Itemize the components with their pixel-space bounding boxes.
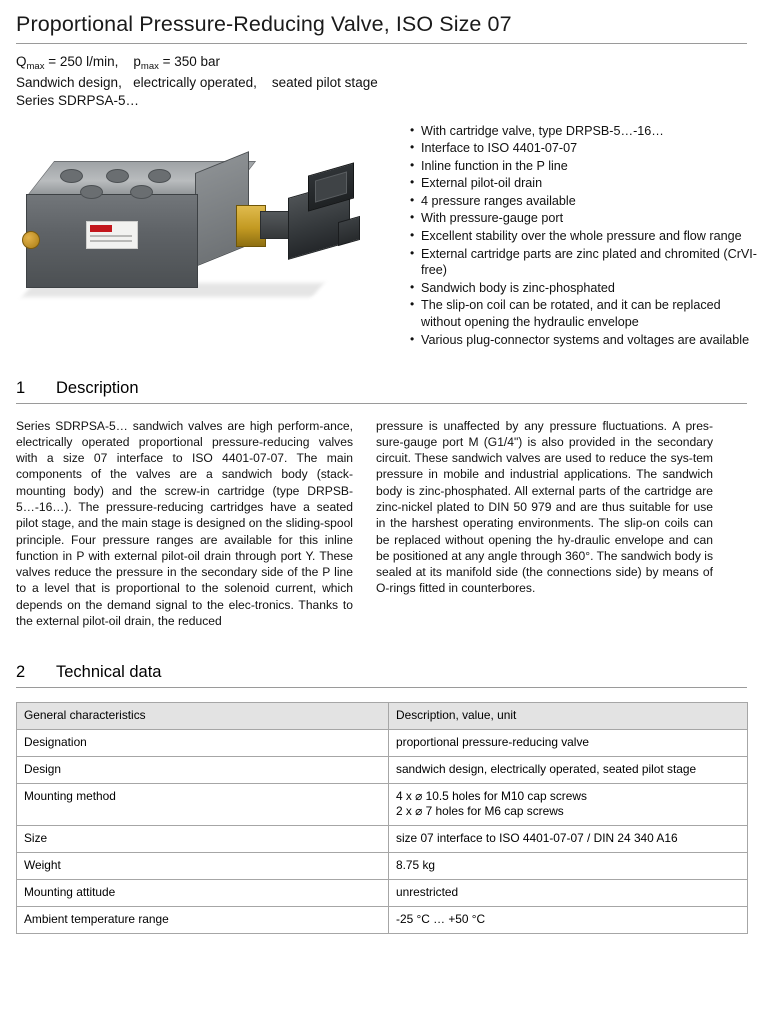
section-heading-description: [16, 379, 747, 398]
page-title: Proportional Pressure-Reducing Valve, ISO Size 07: [16, 12, 512, 36]
cell-value: [389, 784, 748, 826]
list-item: • With pressure-gauge port: [410, 210, 762, 227]
valve-illustration: [20, 145, 380, 335]
table-row: [17, 784, 748, 826]
table-header: [17, 703, 748, 730]
cell-value-line: 4 x ⌀ 10.5 holes for M10 cap screws: [396, 789, 587, 804]
cell-label: Mounting method: [17, 784, 389, 826]
nameplate-text-line: [90, 240, 132, 242]
description-column-left: Series SDRPSA-5… sandwich valves are high perform-ance, electrically operated proportional pressure-reducing valves with a size 07 interface to ISO 4401-07-07. The main components of the valves are a sandwich body (stack-mounting body) and the screw-in cartridge (type DRPSB-5…-16…). The pressure-reducing cartridges have a seated pilot stage, and the main stage is designed on the sliding-spool principle. Four pressure ranges are available for this inline function in P with external pilot-oil drain through port Y. These valves reduce the pressure in the secondary side of the P line to a level that is proportional to the solenoid current, which depends on the demand signal to the elec-tronics. Thanks to the external pilot-oil drain, the reduced: [16, 418, 353, 629]
section-title: Description: [56, 378, 139, 397]
list-item: • 4 pressure ranges available: [410, 193, 762, 210]
cell-value-line: 2 x ⌀ 7 holes for M6 cap screws: [396, 804, 564, 819]
nameplate-logo: [90, 225, 112, 232]
subtitle-line-pressures: [16, 53, 747, 74]
qmax-subscript: max: [26, 61, 45, 72]
valve-mounting-hole: [148, 169, 171, 183]
technical-data-table-wrapper: [16, 702, 747, 934]
document-page: [0, 12, 763, 1009]
technical-data-table: [16, 702, 748, 934]
subtitle-line-design: Sandwich design, electrically operated, seated pilot stage: [16, 74, 378, 90]
column-header-characteristic: General characteristics: [17, 703, 389, 730]
section-number: 1: [16, 378, 26, 397]
title-divider: [16, 43, 747, 44]
list-item: • With cartridge valve, type DRPSB-5…-16…: [410, 123, 762, 140]
pmax-value: = 350 bar: [158, 54, 221, 69]
valve-mounting-hole: [80, 185, 103, 199]
cell-value: 8.75 kg: [389, 853, 748, 880]
table-row: [17, 730, 748, 757]
section-divider: [16, 403, 747, 404]
section-heading-technical-data: [16, 663, 747, 682]
list-item: • The slip-on coil can be rotated, and it can be replaced without opening the hydraulic envelope: [410, 297, 762, 330]
cell-value: size 07 interface to ISO 4401-07-07 / DIN 24 340 A16: [389, 826, 748, 853]
list-item: • External pilot-oil drain: [410, 175, 762, 192]
subtitle-line-series: Series SDRPSA-5…: [16, 93, 140, 108]
nameplate-text-line: [90, 235, 132, 237]
cell-label: Mounting attitude: [17, 880, 389, 907]
subtitle-block: [16, 53, 747, 111]
cell-label: Design: [17, 757, 389, 784]
table-header-row: [17, 703, 748, 730]
cell-label: Ambient temperature range: [17, 907, 389, 934]
plug-connector-face: [315, 171, 347, 202]
qmax-value: = 250 l/min, p: [44, 54, 141, 69]
table-row: [17, 907, 748, 934]
list-item: • Various plug-connector systems and voltages are available: [410, 332, 762, 349]
table-row: [17, 826, 748, 853]
description-column-right: pressure is unaffected by any pressure fluctuations. A pres-sure-gauge port M (G1/4") is also provided in the secondary circuit. These sandwich valves are used to reduce the sys-tem pressure in mobile and industrial applications. The sandwich body is zinc-phosphated. All external parts of the cartridge are zinc-nickel plated to DIN 50 979 and are thus suitable for use in the harshest operating environments. The slip-on coils can be replaced without opening the hy-draulic envelope and can be positioned at any angle through 360°. The sandwich body is sealed at its manifold side (the connections side) by means of O-rings fitted in counterbores.: [376, 418, 713, 596]
list-item: • Interface to ISO 4401-07-07: [410, 140, 762, 157]
cell-value: sandwich design, electrically operated, seated pilot stage: [389, 757, 748, 784]
section-number: 2: [16, 663, 26, 682]
table-row: [17, 853, 748, 880]
cell-value: proportional pressure-reducing valve: [389, 730, 748, 757]
column-header-value: Description, value, unit: [389, 703, 748, 730]
list-item: • External cartridge parts are zinc plated and chromited (CrVI-free): [410, 246, 762, 279]
cell-label: Size: [17, 826, 389, 853]
valve-mounting-hole: [106, 169, 129, 183]
qmax-symbol: Q: [16, 54, 27, 69]
table-row: [17, 757, 748, 784]
cell-value: -25 °C … +50 °C: [389, 907, 748, 934]
cell-value: unrestricted: [389, 880, 748, 907]
list-item: • Sandwich body is zinc-phosphated: [410, 280, 762, 297]
cell-label: Designation: [17, 730, 389, 757]
section-divider: [16, 687, 747, 688]
valve-nameplate: [86, 221, 138, 249]
description-body: [16, 418, 747, 630]
cell-label: Weight: [17, 853, 389, 880]
table-row: [17, 880, 748, 907]
product-photo: [16, 123, 384, 343]
valve-port-plug: [22, 231, 40, 249]
section-title: Technical data: [56, 663, 162, 682]
feature-list: [410, 123, 762, 350]
pmax-subscript: max: [140, 61, 159, 72]
table-body: [17, 730, 748, 934]
valve-mounting-hole: [130, 185, 153, 199]
feature-items: [410, 123, 762, 349]
list-item: • Excellent stability over the whole pressure and flow range: [410, 228, 762, 245]
hero-area: [16, 123, 757, 375]
valve-mounting-hole: [60, 169, 83, 183]
list-item: • Inline function in the P line: [410, 158, 762, 175]
